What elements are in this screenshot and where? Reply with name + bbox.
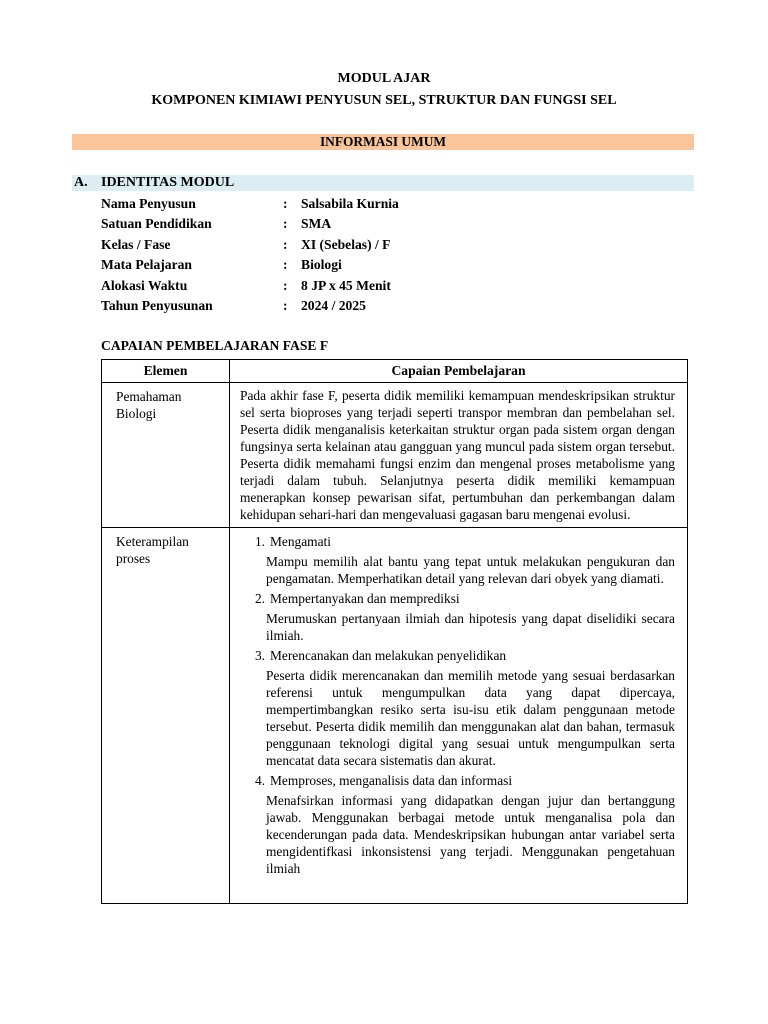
identity-label: Mata Pelajaran: [101, 257, 192, 272]
identity-label: Kelas / Fase: [101, 237, 171, 252]
identity-value: Salsabila Kurnia: [301, 196, 399, 211]
section-letter: A.: [74, 175, 88, 190]
capaian-cell: Pada akhir fase F, peserta didik memiliki kemampuan mendeskripsikan struktur sel serta bioproses yang terjadi seperti transpor membran dan pembelahan sel. Peserta didik menganalisis keterkaitan struktur organ pada sistem organ dengan fungsinya serta kelainan atau gangguan yang muncul pada sistem organ tersebut. Peserta didik memahami fungsi enzim dan mengenal proses metabolisme yang terjadi dalam tubuh. Selanjutnya peserta didik memiliki kemampuan menerapkan konsep pewarisan sifat, pertumbuhan dan perkembangan dalam kehidupan sehari-hari dan mengevaluasi gagasan baru mengenai evolusi.: [230, 383, 688, 528]
item-title: Mempertanyakan dan memprediksi: [270, 591, 460, 606]
elemen-cell: Keterampilan proses: [102, 528, 230, 904]
item-title: Mengamati: [270, 534, 331, 549]
identity-value: 2024 / 2025: [301, 298, 366, 313]
identity-colon: :: [283, 257, 288, 272]
table-row: [102, 383, 688, 528]
list-item: [240, 590, 675, 607]
capaian-heading: CAPAIAN PEMBELAJARAN FASE F: [101, 338, 329, 353]
item-number: 3.: [254, 648, 265, 663]
item-number: 2.: [254, 591, 265, 606]
informasi-umum-heading: INFORMASI UMUM: [72, 134, 694, 150]
table-row: [102, 528, 688, 904]
item-description: Menafsirkan informasi yang didapatkan dengan jujur dan bertanggung jawab. Menggunakan berbagai metode untuk menganalisa pola dan kecenderungan pada data. Mendeskripsikan hubungan antar variabel serta mengidentifkasi inkonsistensi yang terjadi. Menggunakan pengetahuan ilmiah: [266, 793, 675, 876]
list-item: [240, 647, 675, 664]
identity-colon: :: [283, 237, 288, 252]
header-capaian: Capaian Pembelajaran: [230, 360, 688, 383]
item-description: Merumuskan pertanyaan ilmiah dan hipotesis yang dapat diselidiki secara ilmiah.: [266, 611, 675, 643]
item-title: Merencanakan dan melakukan penyelidikan: [270, 648, 507, 663]
process-list: [240, 530, 675, 903]
identity-colon: :: [283, 196, 288, 211]
identity-label: Tahun Penyusunan: [101, 298, 213, 313]
elemen-cell: Pemahaman Biologi: [102, 383, 230, 528]
item-description: Mampu memilih alat bantu yang tepat untuk melakukan pengukuran dan pengamatan. Memperhatikan detail yang relevan dari obyek yang diamati.: [266, 554, 675, 586]
identity-label: Nama Penyusun: [101, 196, 196, 211]
identity-colon: :: [283, 298, 288, 313]
document-subtitle: KOMPONEN KIMIAWI PENYUSUN SEL, STRUKTUR DAN FUNGSI SEL: [151, 93, 617, 108]
identity-value: 8 JP x 45 Menit: [301, 278, 391, 293]
capaian-table: [101, 359, 688, 904]
identity-value: XI (Sebelas) / F: [301, 237, 391, 252]
identity-label: Alokasi Waktu: [101, 278, 188, 293]
capaian-cell: [230, 528, 688, 904]
section-label: IDENTITAS MODUL: [101, 175, 235, 190]
item-number: 4.: [254, 773, 265, 788]
identity-colon: :: [283, 216, 288, 231]
header-elemen: Elemen: [102, 360, 230, 383]
list-item: [240, 772, 675, 789]
item-description: Peserta didik merencanakan dan memilih metode yang sesuai berdasarkan referensi untuk mengumpulkan data yang dapat dipercaya, mempertimbangkan resiko serta isu-isu etik dalam penggunaan metode tersebut. Peserta didik memilih dan menggunakan alat dan bahan, termasuk penggunaan teknologi digital yang sesuai untuk mengumpulkan serta mencatat data secara sistematis dan akurat.: [266, 668, 675, 768]
identity-value: Biologi: [301, 257, 342, 272]
item-number: 1.: [254, 534, 265, 549]
list-item: [240, 533, 675, 550]
document-title: MODUL AJAR: [337, 71, 431, 86]
identity-colon: :: [283, 278, 288, 293]
identity-label: Satuan Pendidikan: [101, 216, 212, 231]
identity-value: SMA: [301, 216, 332, 231]
item-title: Memproses, menganalisis data dan informasi: [270, 773, 513, 788]
section-a-heading: [72, 175, 694, 191]
table-header-row: [102, 360, 688, 383]
